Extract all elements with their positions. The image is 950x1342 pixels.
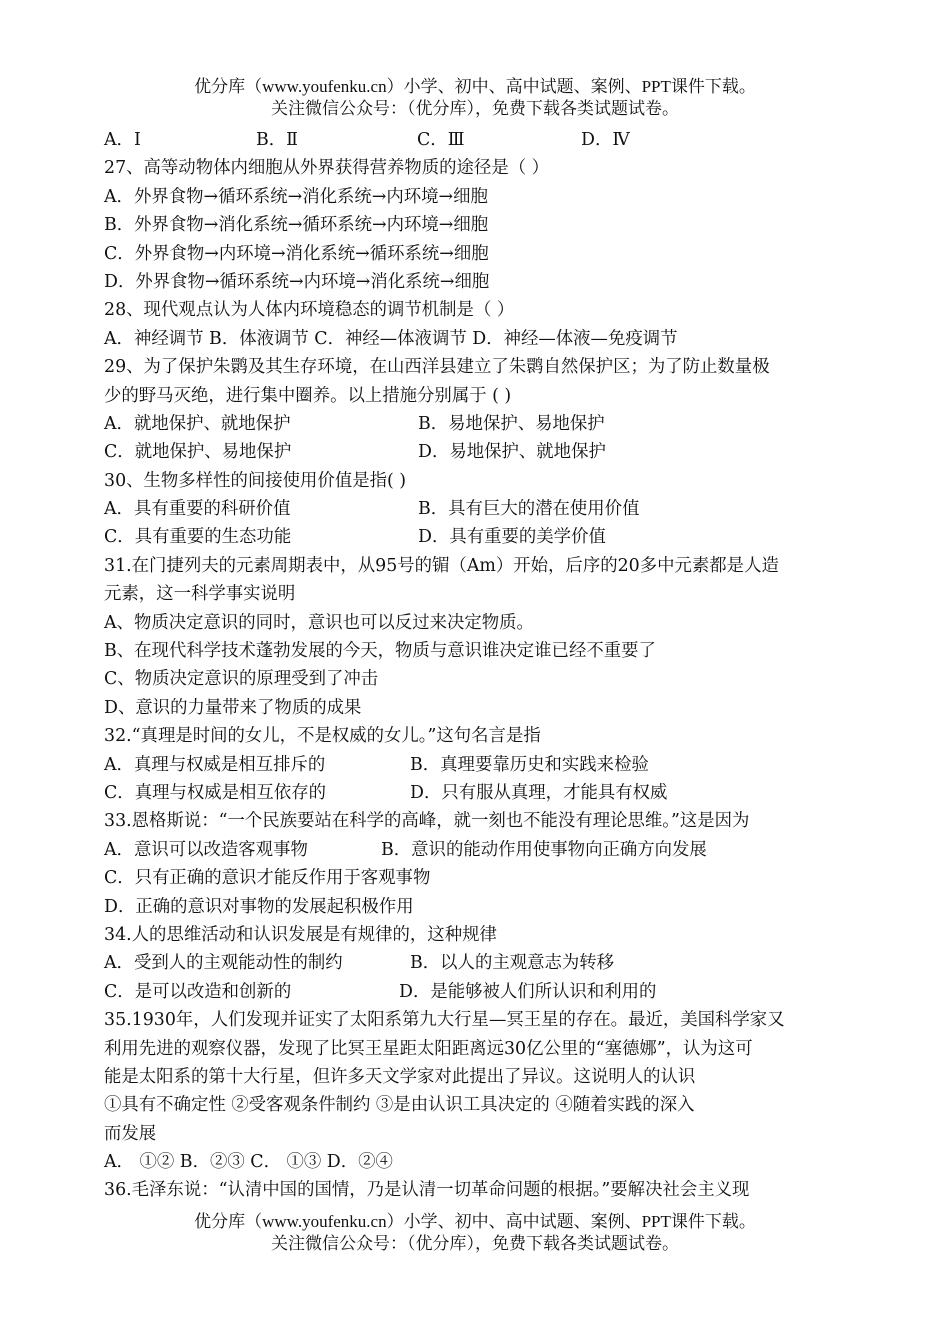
q33-option-d: D．正确的意识对事物的发展起积极作用 <box>104 896 414 917</box>
q32-options-row-2 <box>104 779 854 807</box>
q34-option-a: A．受到人的主观能动性的制约 <box>104 953 343 974</box>
q29-option-a: A．就地保护、就地保护 <box>104 413 291 434</box>
q26-option-b: B．Ⅱ <box>256 130 298 150</box>
exam-content <box>104 126 854 1205</box>
q30-options-row-2 <box>104 523 854 551</box>
q27-option-d: D．外界食物→循环系统→内环境→消化系统→细胞 <box>104 271 490 292</box>
q33-options-row-1 <box>104 836 854 864</box>
q32-option-d: D．只有服从真理，才能具有权威 <box>410 782 668 803</box>
q30-option-b: B．具有巨大的潜在使用价值 <box>418 499 640 520</box>
q35-stem-line-1: 35.1930年，人们发现并证实了太阳系第九大行星—冥王星的存在。最近，美国科学家又 <box>104 1010 785 1031</box>
q34-stem: 34.人的思维活动和认识发展是有规律的，这种规律 <box>104 924 497 945</box>
q31-stem-line-2: 元素，这一科学事实说明 <box>104 584 296 605</box>
q32-stem: 32.“真理是时间的女儿，不是权威的女儿。”这句名言是指 <box>104 726 541 747</box>
q31-option-a: A、物质决定意识的同时，意识也可以反过来决定物质。 <box>104 612 534 633</box>
q35-items-line-1: ①具有不确定性 ②受客观条件制约 ③是由认识工具决定的 ④随着实践的深入 <box>104 1095 695 1116</box>
q33-option-a: A．意识可以改造客观事物 <box>104 839 308 860</box>
q33-option-b: B．意识的能动作用使事物向正确方向发展 <box>381 839 707 860</box>
footer-line-2: 关注微信公众号：（优分库），免费下载各类试题试卷。 <box>271 1234 679 1253</box>
q35-options: A． ①② B．②③ C． ①③ D．②④ <box>104 1152 393 1173</box>
q33-option-c: C．只有正确的意识才能反作用于客观事物 <box>104 868 431 889</box>
footer-line-1: 优分库（www.youfenku.cn）小学、初中、高中试题、案例、PPT课件下载。 <box>194 1212 756 1231</box>
q35-stem-line-3: 能是太阳系的第十大行星，但许多天文学家对此提出了异议。这说明人的认识 <box>104 1066 696 1087</box>
q34-option-d: D．是能够被人们所认识和利用的 <box>399 981 657 1002</box>
q33-stem: 33.恩格斯说：“一个民族要站在科学的高峰，就一刻也不能没有理论思维。”这是因为 <box>104 811 750 832</box>
q29-option-c: C．就地保护、易地保护 <box>104 442 292 463</box>
q34-option-c: C．是可以改造和创新的 <box>104 981 292 1002</box>
q28-options: A．神经调节 B．体液调节 C．神经—体液调节 D．神经—体液—免疫调节 <box>104 328 678 349</box>
q34-options-row-1 <box>104 949 854 977</box>
q27-option-c: C．外界食物→内环境→消化系统→循环系统→细胞 <box>104 243 489 264</box>
q36-stem: 36.毛泽东说：“认清中国的国情，乃是认清一切革命问题的根据。”要解决社会主义现 <box>104 1180 750 1201</box>
q29-stem-line-1: 29、为了保护朱鹮及其生存环境，在山西洋县建立了朱鹮自然保护区；为了防止数量极 <box>104 357 770 378</box>
q29-options-row-2 <box>104 438 854 466</box>
q26-option-d: D．Ⅳ <box>581 130 630 150</box>
q30-option-d: D．具有重要的美学价值 <box>418 527 606 548</box>
q32-options-row-1 <box>104 751 854 779</box>
q31-option-b: B、在现代科学技术蓬勃发展的今天，物质与意识谁决定谁已经不重要了 <box>104 641 656 662</box>
q30-stem: 30、生物多样性的间接使用价值是指( ) <box>104 470 407 491</box>
q27-stem: 27、高等动物体内细胞从外界获得营养物质的途径是（ ） <box>104 158 550 179</box>
page-footer <box>0 1211 950 1255</box>
q27-option-b: B．外界食物→消化系统→循环系统→内环境→细胞 <box>104 215 489 236</box>
q32-option-c: C．真理与权威是相互依存的 <box>104 782 326 803</box>
q26-option-c: C．Ⅲ <box>417 130 465 150</box>
page-header <box>0 76 950 120</box>
q27-option-a: A．外界食物→循环系统→消化系统→内环境→细胞 <box>104 186 488 207</box>
q32-option-a: A．真理与权威是相互排斥的 <box>104 754 326 775</box>
header-line-1: 优分库（www.youfenku.cn）小学、初中、高中试题、案例、PPT课件下载。 <box>194 77 756 96</box>
q26-option-a: A．Ⅰ <box>104 130 141 150</box>
q30-option-a: A．具有重要的科研价值 <box>104 499 291 520</box>
q26-options <box>104 126 854 154</box>
q29-stem-line-2: 少的野马灭绝，进行集中圈养。以上措施分别属于 ( ) <box>104 385 512 406</box>
q34-option-b: B．以人的主观意志为转移 <box>410 953 615 974</box>
q34-options-row-2 <box>104 978 854 1006</box>
q31-option-c: C、物质决定意识的原理受到了冲击 <box>104 669 379 690</box>
header-line-2: 关注微信公众号：（优分库），免费下载各类试题试卷。 <box>271 99 679 118</box>
q31-stem-line-1: 31.在门捷列夫的元素周期表中，从95号的镅（Am）开始，后序的20多中元素都是人造 <box>104 555 779 576</box>
q29-option-b: B．易地保护、易地保护 <box>418 413 605 434</box>
q30-options-row-1 <box>104 495 854 523</box>
q35-items-line-2: 而发展 <box>104 1123 157 1144</box>
q35-stem-line-2: 利用先进的观察仪器，发现了比冥王星距太阳距离远30亿公里的“塞德娜”，认为这可 <box>104 1038 753 1059</box>
q28-stem: 28、现代观点认为人体内环境稳态的调节机制是（ ） <box>104 300 515 321</box>
q32-option-b: B．真理要靠历史和实践来检验 <box>410 754 649 775</box>
q29-options-row-1 <box>104 410 854 438</box>
q30-option-c: C．具有重要的生态功能 <box>104 527 292 548</box>
q31-option-d: D、意识的力量带来了物质的成果 <box>104 697 362 718</box>
q29-option-d: D．易地保护、就地保护 <box>418 442 606 463</box>
